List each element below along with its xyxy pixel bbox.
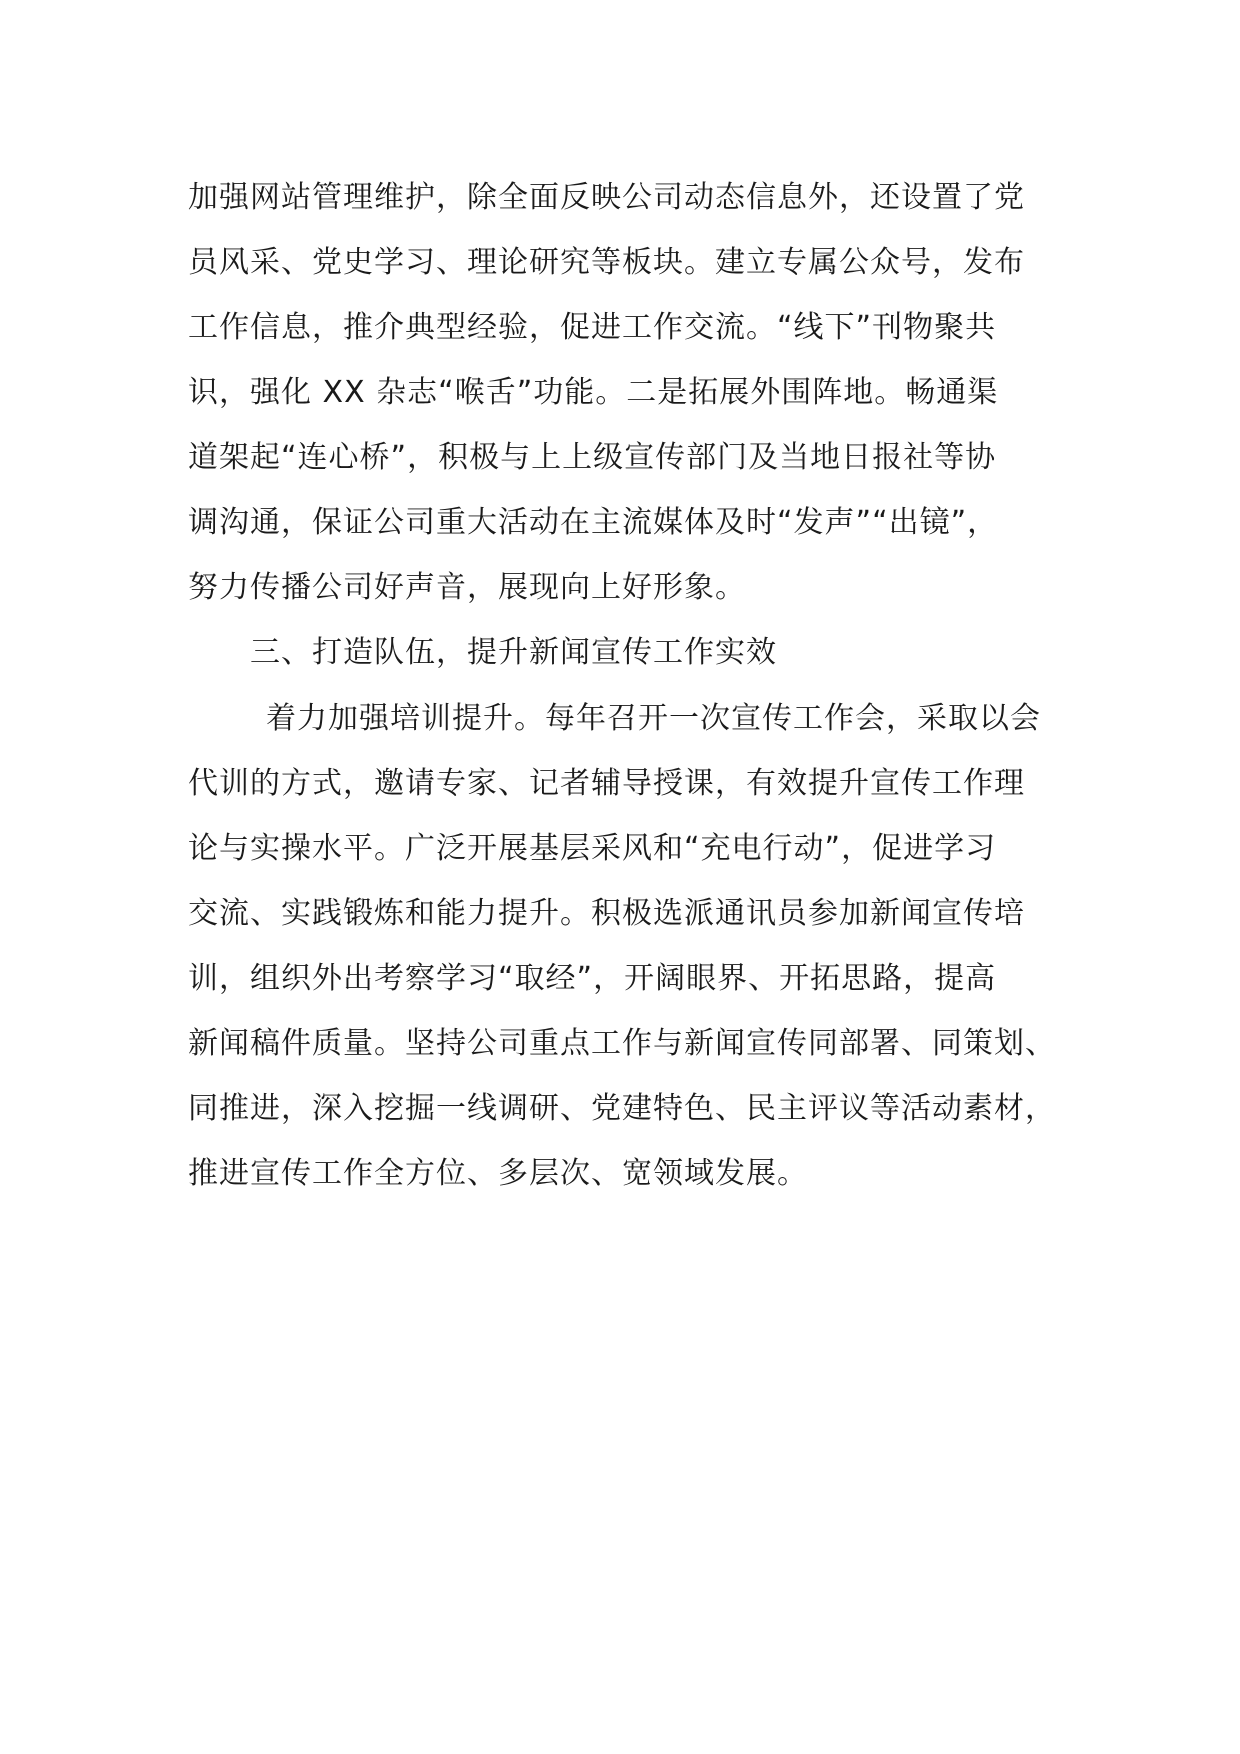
paragraph-1-line: 识，强化 XX 杂志“喉舌”功能。二是拓展外围阵地。畅通渠 bbox=[188, 375, 999, 410]
paragraph-1-line: 员风采、党史学习、理论研究等板块。建立专属公众号，发布 bbox=[188, 245, 1025, 280]
section-heading-container bbox=[188, 620, 1088, 685]
paragraph-2-line: 推进宣传工作全方位、多层次、宽领域发展。 bbox=[188, 1156, 808, 1191]
paragraph-2-line: 着力加强培训提升。每年召开一次宣传工作会，采取以会 bbox=[266, 701, 1041, 736]
paragraph-2-line: 论与实操水平。广泛开展基层采风和“充电行动”，促进学习 bbox=[188, 831, 997, 866]
paragraph-2-line: 同推进，深入挖掘一线调研、党建特色、民主评议等活动素材， bbox=[188, 1091, 1056, 1126]
paragraph-2-line: 训，组织外出考察学习“取经”，开阔眼界、开拓思路，提高 bbox=[188, 961, 997, 996]
paragraph-1-line: 道架起“连心桥”，积极与上上级宣传部门及当地日报社等协 bbox=[188, 440, 997, 475]
section-heading: 三、打造队伍，提升新闻宣传工作实效 bbox=[250, 635, 777, 670]
paragraph-1-line: 加强网站管理维护，除全面反映公司动态信息外，还设置了党 bbox=[188, 180, 1025, 215]
paragraph-2 bbox=[188, 686, 1088, 1206]
paragraph-2-line: 新闻稿件质量。坚持公司重点工作与新闻宣传同部署、同策划、 bbox=[188, 1026, 1056, 1061]
paragraph-1-line: 工作信息，推介典型经验，促进工作交流。“线下”刊物聚共 bbox=[188, 310, 997, 345]
paragraph-2-line: 代训的方式，邀请专家、记者辅导授课，有效提升宣传工作理 bbox=[188, 766, 1025, 801]
paragraph-1-line: 调沟通，保证公司重大活动在主流媒体及时“发声”“出镜”， bbox=[188, 505, 999, 540]
paragraph-1-line: 努力传播公司好声音，展现向上好形象。 bbox=[188, 570, 746, 605]
paragraph-1 bbox=[188, 165, 1088, 620]
paragraph-2-line: 交流、实践锻炼和能力提升。积极选派通讯员参加新闻宣传培 bbox=[188, 896, 1025, 931]
